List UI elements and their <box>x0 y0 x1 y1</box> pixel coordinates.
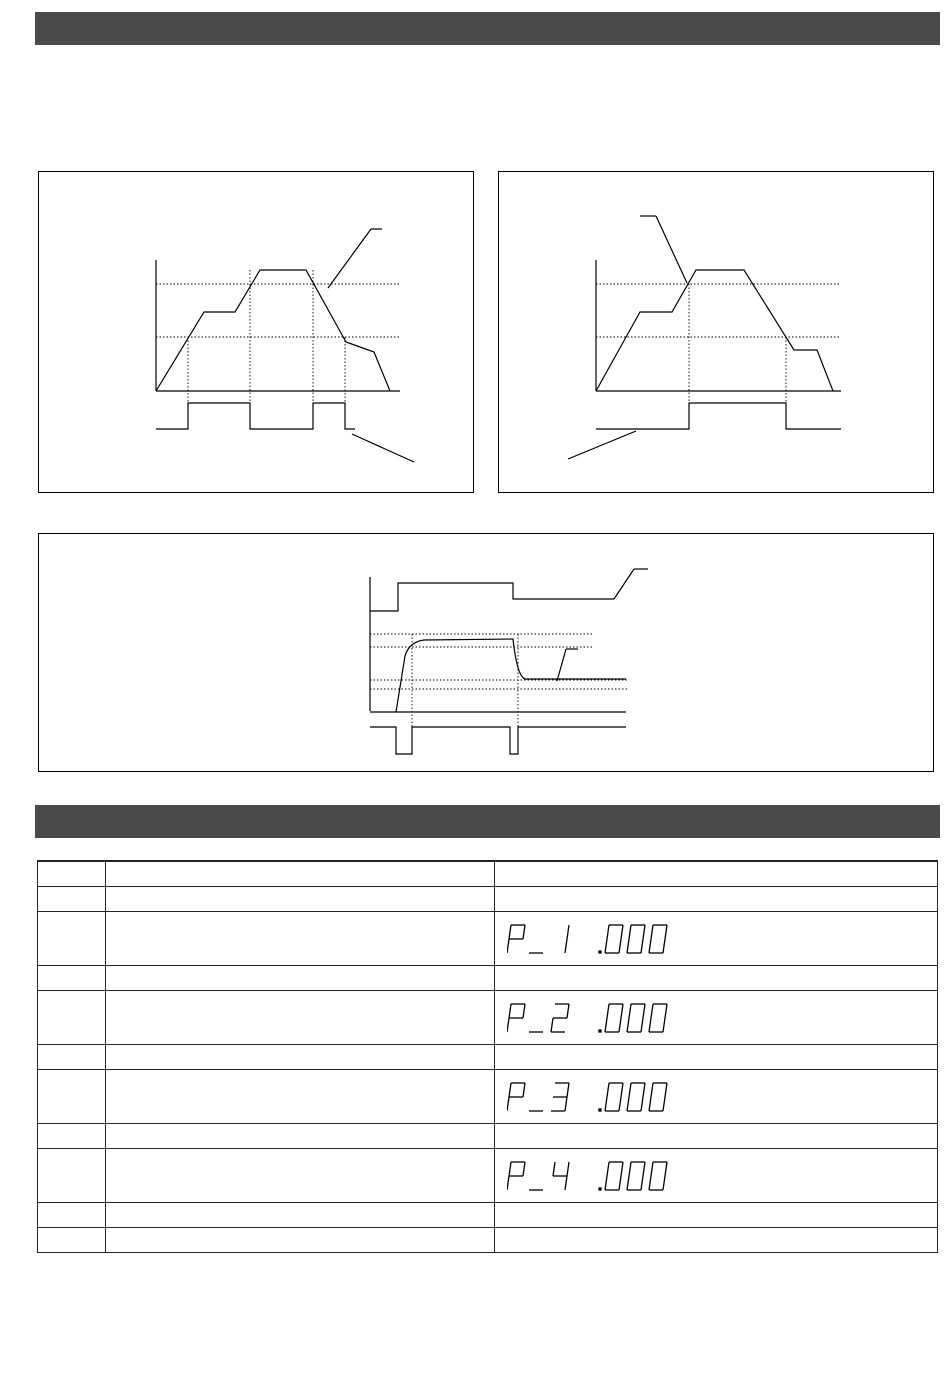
output-response-svg <box>39 534 935 773</box>
table-cell <box>38 1070 106 1124</box>
segment-4 <box>553 1162 555 1176</box>
segment-0 <box>665 925 667 939</box>
table-cell <box>106 966 495 991</box>
segment-0 <box>665 1162 667 1176</box>
table-cell <box>38 966 106 991</box>
decimal-point <box>599 1109 601 1111</box>
segment-0 <box>629 1083 631 1097</box>
segment-P <box>509 1083 511 1097</box>
segment-0 <box>605 939 607 953</box>
table-cell <box>106 1228 495 1253</box>
seven-segment-display <box>507 1159 687 1193</box>
table-cell <box>106 887 495 912</box>
segment-0 <box>619 1018 621 1032</box>
speed-profile-diagram-left <box>38 171 474 493</box>
leader-line-lower <box>568 431 636 459</box>
table-cell <box>106 1045 495 1070</box>
segment-4 <box>565 1176 567 1190</box>
segment-0 <box>619 1097 621 1111</box>
segment-0 <box>629 1004 631 1018</box>
segment-0 <box>627 939 629 953</box>
segment-0 <box>665 1083 667 1097</box>
segment-0 <box>607 1083 609 1097</box>
table-row <box>38 887 938 912</box>
decimal-point <box>599 1188 601 1190</box>
segment-0 <box>649 1097 651 1111</box>
table-cell <box>106 1124 495 1149</box>
table-cell-setting <box>495 1045 938 1070</box>
leader-line-upper <box>656 216 687 283</box>
segment-P <box>523 1004 525 1018</box>
table-cell-setting <box>495 887 938 912</box>
table-row <box>38 912 938 966</box>
table-cell <box>38 1149 106 1203</box>
table-cell <box>106 862 495 887</box>
table-cell-setting <box>495 1070 938 1124</box>
segment-0 <box>621 1162 623 1176</box>
trigger-pulse <box>370 727 626 754</box>
segment-P <box>507 1097 509 1111</box>
segment-2 <box>567 1004 569 1018</box>
seven-segment-display <box>507 1080 687 1114</box>
segment-4 <box>567 1162 569 1176</box>
command-step <box>370 583 614 611</box>
segment-0 <box>607 1004 609 1018</box>
segment-P <box>507 1176 509 1190</box>
table-cell <box>38 1228 106 1253</box>
speed-profile-diagram-right <box>498 171 934 493</box>
segment-0 <box>651 1004 653 1018</box>
table-cell-setting <box>495 991 938 1045</box>
table-row <box>38 966 938 991</box>
signal-pulse <box>156 403 355 429</box>
signal-pulse <box>596 403 841 429</box>
output-response-diagram <box>38 533 934 772</box>
table-cell <box>106 1203 495 1228</box>
table-cell <box>38 1045 106 1070</box>
table-row <box>38 1203 938 1228</box>
segment-0 <box>641 1097 643 1111</box>
segment-0 <box>619 1176 621 1190</box>
table-cell <box>38 991 106 1045</box>
segment-0 <box>629 1162 631 1176</box>
segment-0 <box>627 1097 629 1111</box>
segment-1 <box>567 925 569 939</box>
decimal-point <box>599 951 601 953</box>
segment-0 <box>641 939 643 953</box>
segment-0 <box>651 1083 653 1097</box>
table-row <box>38 991 938 1045</box>
speed-curve <box>596 270 833 391</box>
response-curve <box>396 639 626 712</box>
segment-0 <box>643 1083 645 1097</box>
decimal-point <box>599 1030 601 1032</box>
segment-0 <box>607 925 609 939</box>
leader-line-lower <box>352 434 414 462</box>
table-cell <box>106 1149 495 1203</box>
parameter-table <box>37 860 938 1253</box>
segment-0 <box>621 1083 623 1097</box>
segment-P <box>523 1162 525 1176</box>
segment-0 <box>629 925 631 939</box>
segment-P <box>509 1162 511 1176</box>
segment-0 <box>641 1176 643 1190</box>
segment-P <box>507 1018 509 1032</box>
table-cell-setting <box>495 966 938 991</box>
speed-curve <box>156 270 390 391</box>
segment-0 <box>627 1018 629 1032</box>
seven-segment-display <box>507 1001 687 1035</box>
segment-0 <box>643 925 645 939</box>
segment-0 <box>643 1162 645 1176</box>
segment-0 <box>663 939 665 953</box>
segment-0 <box>665 1004 667 1018</box>
segment-2 <box>551 1018 553 1032</box>
table-cell <box>106 912 495 966</box>
table-row <box>38 1070 938 1124</box>
segment-0 <box>641 1018 643 1032</box>
segment-0 <box>651 925 653 939</box>
segment-0 <box>607 1162 609 1176</box>
table-row <box>38 1149 938 1203</box>
table-cell <box>106 991 495 1045</box>
segment-3 <box>567 1083 569 1097</box>
table-cell <box>38 887 106 912</box>
table-row <box>38 1228 938 1253</box>
segment-0 <box>649 1176 651 1190</box>
segment-3 <box>565 1097 567 1111</box>
table-cell-setting <box>495 1124 938 1149</box>
segment-P <box>523 1083 525 1097</box>
table-row <box>38 1124 938 1149</box>
speed-profile-right-svg <box>499 172 935 494</box>
table-cell <box>38 862 106 887</box>
segment-0 <box>663 1018 665 1032</box>
table-cell-setting <box>495 862 938 887</box>
segment-0 <box>663 1097 665 1111</box>
seven-segment-display <box>507 922 687 956</box>
segment-0 <box>621 1004 623 1018</box>
table-row <box>38 862 938 887</box>
table-cell-setting <box>495 1149 938 1203</box>
table-cell <box>38 912 106 966</box>
table-cell <box>106 1070 495 1124</box>
segment-0 <box>605 1176 607 1190</box>
segment-P <box>509 1004 511 1018</box>
section-header-bar-middle <box>35 805 940 838</box>
segment-P <box>509 925 511 939</box>
table-cell-setting <box>495 1228 938 1253</box>
segment-0 <box>621 925 623 939</box>
segment-0 <box>663 1176 665 1190</box>
speed-profile-left-svg <box>39 172 475 494</box>
table-cell <box>38 1203 106 1228</box>
segment-0 <box>651 1162 653 1176</box>
segment-P <box>507 939 509 953</box>
segment-0 <box>619 939 621 953</box>
leader-line-upper <box>328 229 371 288</box>
segment-0 <box>627 1176 629 1190</box>
segment-0 <box>605 1018 607 1032</box>
segment-0 <box>649 939 651 953</box>
segment-0 <box>649 1018 651 1032</box>
table-cell-setting <box>495 912 938 966</box>
table-cell <box>38 1124 106 1149</box>
table-cell-setting <box>495 1203 938 1228</box>
segment-0 <box>605 1097 607 1111</box>
section-header-bar-top <box>35 12 940 45</box>
segment-0 <box>643 1004 645 1018</box>
segment-1 <box>565 939 567 953</box>
segment-P <box>523 925 525 939</box>
table-row <box>38 1045 938 1070</box>
